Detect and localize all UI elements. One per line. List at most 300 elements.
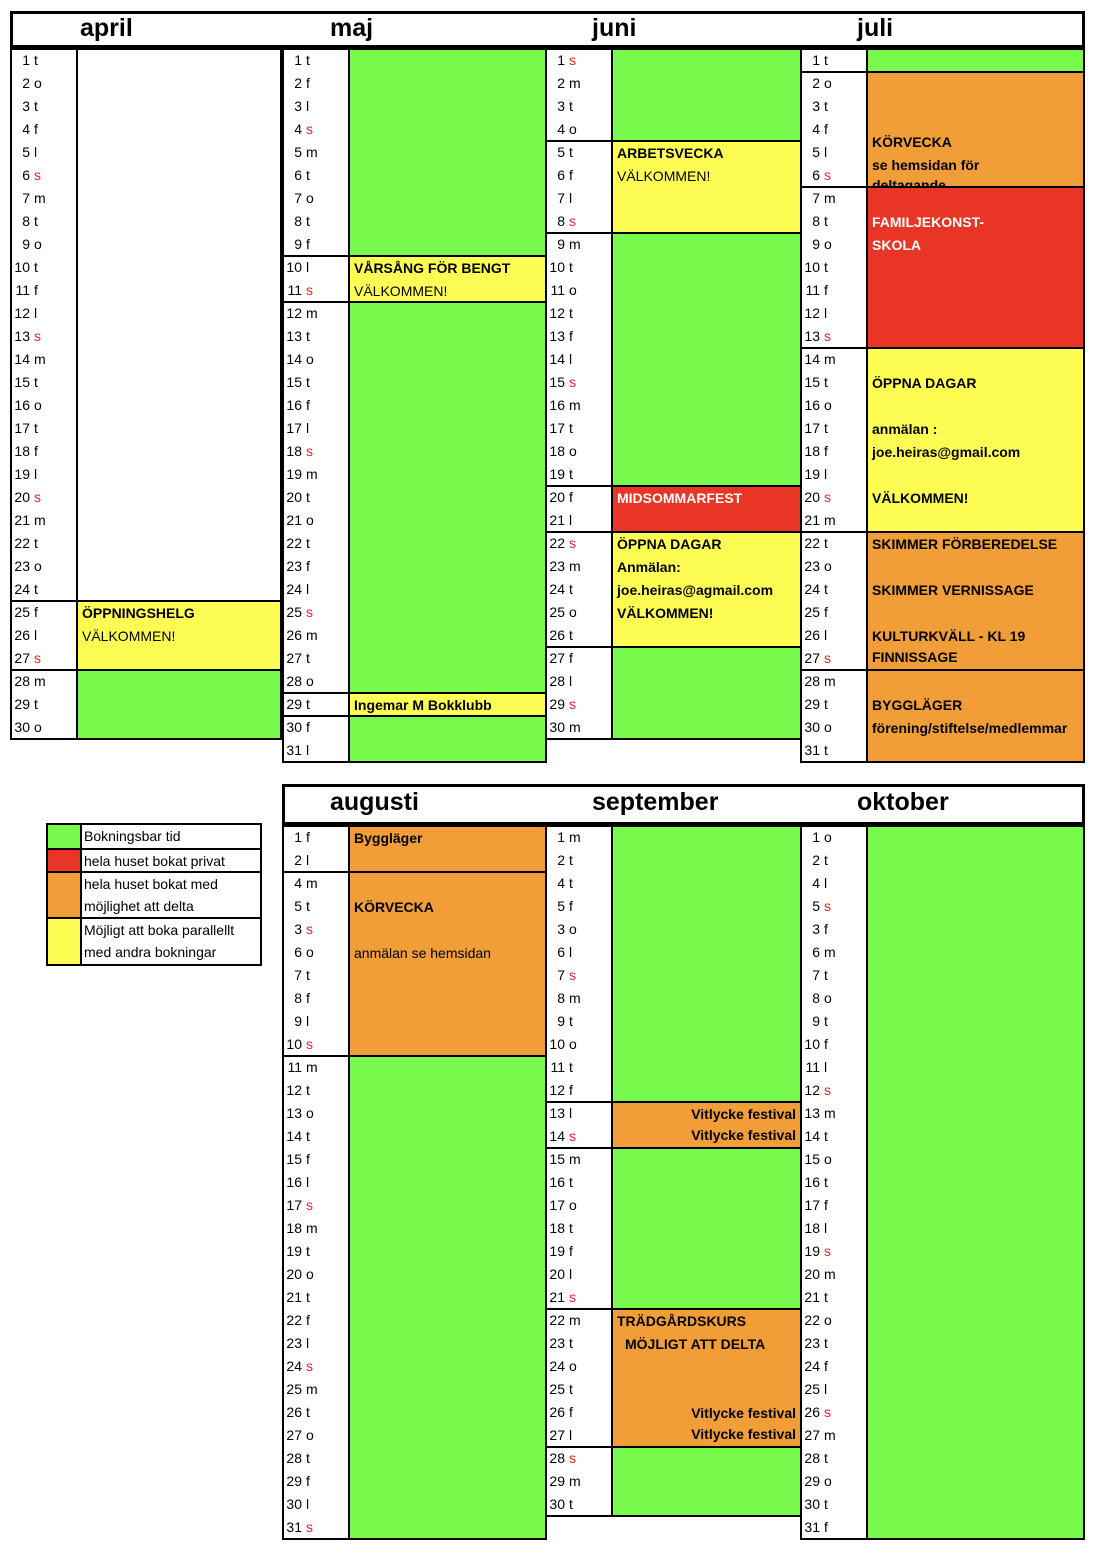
- day-number: 19: [14, 466, 30, 482]
- day-row: [10, 164, 54, 187]
- day-row: [800, 49, 844, 72]
- day-number: 11: [805, 282, 820, 298]
- day-row: [282, 256, 326, 279]
- weekday-letter: f: [569, 489, 573, 505]
- day-row: [282, 670, 326, 693]
- month-title-augusti: augusti: [330, 788, 419, 816]
- day-row: [800, 371, 844, 394]
- day-number: 5: [557, 898, 565, 914]
- day-row: [10, 95, 54, 118]
- weekday-letter: m: [569, 1473, 581, 1489]
- weekday-letter: s: [569, 696, 576, 712]
- day-number: 16: [14, 397, 30, 413]
- day-row: [545, 1171, 589, 1194]
- day-row: [800, 849, 844, 872]
- day-number: 20: [14, 489, 30, 505]
- day-row: [800, 1401, 844, 1424]
- weekday-letter: f: [34, 604, 38, 620]
- day-row: [545, 348, 589, 371]
- day-number: 3: [812, 921, 820, 937]
- weekday-letter: t: [569, 875, 573, 891]
- day-row: [282, 578, 326, 601]
- day-number: 18: [286, 1220, 302, 1236]
- day-row: [800, 1424, 844, 1447]
- day-row: [545, 987, 589, 1010]
- day-row: [800, 1079, 844, 1102]
- day-number: 8: [812, 990, 820, 1006]
- weekday-letter: t: [34, 98, 38, 114]
- day-number: 17: [286, 420, 302, 436]
- day-number: 19: [286, 466, 302, 482]
- booking-block-red: [611, 485, 802, 533]
- day-number: 31: [286, 1519, 302, 1535]
- legend-swatch: [48, 919, 82, 964]
- weekday-letter: t: [569, 581, 573, 597]
- day-number: 8: [294, 990, 302, 1006]
- day-number: 21: [286, 1289, 302, 1305]
- weekday-letter: t: [569, 627, 573, 643]
- day-number: 19: [549, 466, 565, 482]
- day-row: [800, 187, 844, 210]
- weekday-letter: o: [569, 1197, 577, 1213]
- day-row: [800, 118, 844, 141]
- day-number: 25: [804, 604, 820, 620]
- booking-text: VÄLKOMMEN!: [617, 168, 711, 184]
- day-row: [10, 440, 54, 463]
- weekday-letter: t: [569, 1220, 573, 1236]
- day-row: [800, 1240, 844, 1263]
- day-row: [282, 716, 326, 739]
- day-row: [10, 371, 54, 394]
- booking-block-green: [611, 825, 802, 1103]
- day-number: 19: [804, 1243, 820, 1259]
- day-number: 25: [549, 1381, 565, 1397]
- day-number: 9: [812, 236, 820, 252]
- day-number: 23: [286, 558, 302, 574]
- day-row: [800, 1125, 844, 1148]
- day-number: 3: [557, 98, 565, 114]
- weekday-letter: o: [306, 673, 314, 689]
- weekday-letter: t: [824, 1174, 828, 1190]
- day-number: 29: [286, 696, 302, 712]
- day-row: [545, 849, 589, 872]
- booking-block-orange: [866, 531, 1085, 671]
- weekday-letter: s: [569, 374, 576, 390]
- day-number: 25: [14, 604, 30, 620]
- day-number: 4: [294, 121, 302, 137]
- legend-swatch: [48, 825, 82, 848]
- day-number: 9: [294, 236, 302, 252]
- weekday-letter: t: [569, 305, 573, 321]
- day-row: [282, 532, 326, 555]
- day-row: [800, 1263, 844, 1286]
- weekday-letter: t: [824, 581, 828, 597]
- day-row: [545, 1010, 589, 1033]
- booking-text: SKIMMER FÖRBEREDELSE: [872, 536, 1058, 552]
- day-number: 4: [812, 121, 820, 137]
- day-row: [282, 1010, 326, 1033]
- day-row: [282, 279, 326, 302]
- day-number: 27: [549, 650, 565, 666]
- booking-block-orange: [866, 71, 1085, 188]
- day-number: 28: [804, 673, 820, 689]
- weekday-letter: s: [34, 167, 41, 183]
- day-number: 11: [550, 1059, 565, 1075]
- weekday-letter: t: [569, 852, 573, 868]
- day-row: [282, 1217, 326, 1240]
- day-number: 16: [804, 1174, 820, 1190]
- day-number: 20: [804, 1266, 820, 1282]
- day-number: 29: [804, 696, 820, 712]
- day-number: 4: [294, 875, 302, 891]
- day-row: [545, 1102, 589, 1125]
- day-row: [800, 670, 844, 693]
- day-number: 23: [804, 558, 820, 574]
- weekday-letter: t: [824, 1496, 828, 1512]
- booking-text: MÖJLIGT ATT DELTA: [625, 1336, 766, 1352]
- weekday-letter: f: [824, 1197, 828, 1213]
- weekday-letter: t: [306, 213, 310, 229]
- weekday-letter: m: [306, 875, 318, 891]
- weekday-letter: s: [824, 1404, 831, 1420]
- day-row: [10, 72, 54, 95]
- weekday-letter: t: [569, 1013, 573, 1029]
- weekday-letter: t: [306, 696, 310, 712]
- day-row: [800, 941, 844, 964]
- weekday-letter: s: [569, 213, 576, 229]
- weekday-letter: m: [34, 190, 46, 206]
- day-number: 30: [14, 719, 30, 735]
- weekday-letter: t: [306, 1128, 310, 1144]
- day-number: 2: [294, 852, 302, 868]
- day-row: [545, 872, 589, 895]
- booking-text: VÅRSÅNG FÖR BENGT: [354, 260, 511, 276]
- day-number: 26: [804, 627, 820, 643]
- day-row: [545, 1401, 589, 1424]
- day-row: [282, 826, 326, 849]
- booking-text: Vitlycke festival: [691, 1425, 796, 1442]
- day-number: 17: [286, 1197, 302, 1213]
- day-number: 8: [557, 213, 565, 229]
- weekday-letter: t: [34, 535, 38, 551]
- day-number: 29: [14, 696, 30, 712]
- weekday-letter: t: [306, 967, 310, 983]
- legend-label-line: hela huset bokat med: [84, 876, 218, 892]
- day-number: 13: [286, 1105, 302, 1121]
- day-number: 7: [812, 967, 820, 983]
- day-number: 4: [812, 875, 820, 891]
- weekday-letter: t: [824, 967, 828, 983]
- legend-label: [84, 825, 258, 847]
- day-number: 6: [812, 167, 820, 183]
- weekday-letter: o: [34, 236, 42, 252]
- weekday-letter: s: [306, 1197, 313, 1213]
- legend-label-line: hela huset bokat privat: [84, 853, 225, 869]
- day-row: [800, 1493, 844, 1516]
- day-row: [545, 463, 589, 486]
- day-number: 29: [804, 1473, 820, 1489]
- day-number: 1: [557, 52, 565, 68]
- weekday-letter: t: [824, 374, 828, 390]
- day-number: 6: [812, 944, 820, 960]
- day-row: [10, 141, 54, 164]
- day-number: 28: [549, 1450, 565, 1466]
- day-number: 14: [804, 1128, 820, 1144]
- weekday-letter: t: [824, 1013, 828, 1029]
- weekday-letter: o: [824, 397, 832, 413]
- day-number: 7: [812, 190, 820, 206]
- legend-item-yellow: [46, 917, 262, 966]
- weekday-letter: l: [569, 944, 573, 960]
- day-row: [545, 578, 589, 601]
- day-number: 12: [804, 305, 820, 321]
- day-row: [800, 233, 844, 256]
- day-row: [282, 1240, 326, 1263]
- day-number: 3: [294, 98, 302, 114]
- day-row: [282, 1493, 326, 1516]
- booking-text: KULTURKVÄLL - KL 19: [872, 628, 1026, 644]
- day-row: [545, 509, 589, 532]
- weekday-letter: o: [824, 829, 832, 845]
- weekday-letter: l: [34, 144, 38, 160]
- weekday-letter: f: [306, 558, 310, 574]
- day-number: 6: [557, 167, 565, 183]
- booking-block-none: [76, 48, 282, 602]
- weekday-letter: l: [569, 512, 573, 528]
- legend-label-line: möjlighet att delta: [84, 898, 194, 914]
- weekday-letter: m: [569, 1151, 581, 1167]
- day-number: 22: [804, 535, 820, 551]
- weekday-letter: l: [306, 852, 310, 868]
- day-number: 21: [549, 1289, 565, 1305]
- day-row: [545, 964, 589, 987]
- day-number: 22: [14, 535, 30, 551]
- weekday-letter: m: [824, 1427, 836, 1443]
- day-row: [282, 1148, 326, 1171]
- day-number: 27: [286, 650, 302, 666]
- weekday-letter: f: [824, 921, 828, 937]
- weekday-letter: f: [306, 719, 310, 735]
- weekday-letter: t: [306, 1404, 310, 1420]
- day-number: 20: [286, 489, 302, 505]
- day-row: [800, 1056, 844, 1079]
- day-row: [800, 141, 844, 164]
- weekday-letter: m: [824, 673, 836, 689]
- weekday-letter: t: [34, 696, 38, 712]
- weekday-letter: m: [306, 305, 318, 321]
- weekday-letter: t: [824, 213, 828, 229]
- weekday-letter: s: [824, 167, 831, 183]
- day-row: [800, 578, 844, 601]
- weekday-letter: f: [824, 282, 828, 298]
- day-number: 11: [550, 282, 565, 298]
- weekday-letter: l: [569, 1105, 573, 1121]
- weekday-letter: o: [306, 1427, 314, 1443]
- booking-text: VÄLKOMMEN!: [872, 490, 969, 506]
- day-row: [545, 1309, 589, 1332]
- booking-text: joe.heiras@agmail.com: [617, 582, 774, 598]
- weekday-letter: l: [306, 1496, 310, 1512]
- day-number: 4: [557, 875, 565, 891]
- day-number: 16: [286, 397, 302, 413]
- weekday-letter: o: [824, 719, 832, 735]
- day-row: [282, 693, 326, 716]
- weekday-letter: t: [824, 1289, 828, 1305]
- day-row: [545, 1263, 589, 1286]
- weekday-letter: t: [569, 1381, 573, 1397]
- booking-text: KÖRVECKA: [354, 899, 434, 915]
- day-row: [545, 210, 589, 233]
- weekday-letter: t: [34, 374, 38, 390]
- day-row: [282, 739, 326, 762]
- booking-text: anmälan :: [872, 421, 938, 437]
- day-number: 9: [22, 236, 30, 252]
- day-number: 30: [286, 1496, 302, 1512]
- day-number: 29: [286, 1473, 302, 1489]
- day-number: 13: [804, 1105, 820, 1121]
- weekday-letter: f: [569, 1243, 573, 1259]
- weekday-letter: o: [569, 121, 577, 137]
- weekday-letter: l: [306, 1174, 310, 1190]
- day-number: 26: [14, 627, 30, 643]
- legend-item-red: [46, 848, 262, 873]
- day-row: [545, 187, 589, 210]
- booking-block-orange: [611, 1101, 802, 1149]
- day-row: [545, 670, 589, 693]
- day-number: 23: [549, 1335, 565, 1351]
- day-number: 28: [804, 1450, 820, 1466]
- weekday-letter: t: [306, 898, 310, 914]
- day-row: [282, 941, 326, 964]
- day-row: [800, 872, 844, 895]
- day-row: [800, 1286, 844, 1309]
- booking-block-yellow: [611, 531, 802, 648]
- day-number: 22: [286, 1312, 302, 1328]
- day-number: 19: [549, 1243, 565, 1259]
- weekday-letter: t: [306, 1243, 310, 1259]
- day-number: 28: [286, 1450, 302, 1466]
- day-row: [282, 849, 326, 872]
- weekday-letter: s: [569, 967, 576, 983]
- booking-block-green: [76, 669, 282, 740]
- weekday-letter: l: [306, 98, 310, 114]
- weekday-letter: s: [569, 1128, 576, 1144]
- day-row: [545, 164, 589, 187]
- booking-text: Vitlycke festival: [691, 1405, 796, 1421]
- booking-block-green: [348, 715, 547, 763]
- day-number: 13: [549, 1105, 565, 1121]
- weekday-letter: m: [306, 466, 318, 482]
- day-row: [282, 164, 326, 187]
- weekday-letter: f: [306, 1151, 310, 1167]
- day-number: 24: [804, 1358, 820, 1374]
- weekday-letter: f: [569, 898, 573, 914]
- day-row: [800, 1010, 844, 1033]
- day-number: 18: [286, 443, 302, 459]
- day-row: [282, 49, 326, 72]
- weekday-letter: o: [824, 236, 832, 252]
- booking-block-green: [866, 48, 1085, 73]
- day-number: 14: [549, 1128, 565, 1144]
- weekday-letter: s: [569, 535, 576, 551]
- legend-swatch: [48, 873, 82, 917]
- weekday-letter: s: [824, 489, 831, 505]
- day-row: [800, 1171, 844, 1194]
- day-row: [282, 394, 326, 417]
- weekday-letter: o: [824, 558, 832, 574]
- weekday-letter: t: [824, 535, 828, 551]
- booking-block-yellow: [76, 600, 282, 671]
- day-row: [10, 670, 54, 693]
- booking-text: ÖPPNINGSHELG: [82, 605, 195, 621]
- legend-label-line: Bokningsbar tid: [84, 828, 181, 844]
- booking-text: förening/stiftelse/medlemmar: [872, 720, 1068, 736]
- day-row: [545, 95, 589, 118]
- day-number: 3: [294, 921, 302, 937]
- weekday-letter: t: [824, 259, 828, 275]
- day-row: [800, 918, 844, 941]
- day-number: 23: [14, 558, 30, 574]
- day-row: [800, 1447, 844, 1470]
- day-row: [800, 647, 844, 670]
- day-number: 1: [294, 829, 302, 845]
- booking-text: FINNISSAGE: [872, 648, 958, 665]
- day-row: [800, 486, 844, 509]
- day-row: [545, 826, 589, 849]
- weekday-letter: m: [824, 1105, 836, 1121]
- booking-block-green: [866, 825, 1085, 1540]
- day-row: [545, 601, 589, 624]
- weekday-letter: t: [824, 1335, 828, 1351]
- day-row: [10, 578, 54, 601]
- day-row: [282, 210, 326, 233]
- day-row: [545, 1470, 589, 1493]
- weekday-letter: t: [306, 1082, 310, 1098]
- day-row: [282, 1194, 326, 1217]
- day-number: 9: [557, 1013, 565, 1029]
- booking-block-yellow: [348, 255, 547, 303]
- day-number: 2: [294, 75, 302, 91]
- day-row: [282, 95, 326, 118]
- day-row: [545, 647, 589, 670]
- booking-block-green: [611, 1446, 802, 1517]
- weekday-letter: o: [34, 75, 42, 91]
- day-number: 20: [286, 1266, 302, 1282]
- day-number: 12: [549, 305, 565, 321]
- day-number: 27: [549, 1427, 565, 1443]
- day-row: [282, 440, 326, 463]
- day-row: [545, 716, 589, 739]
- weekday-letter: m: [34, 512, 46, 528]
- weekday-letter: f: [824, 1036, 828, 1052]
- weekday-letter: l: [824, 305, 828, 321]
- booking-text: BYGGLÄGER: [872, 697, 963, 713]
- weekday-letter: s: [306, 443, 313, 459]
- weekday-letter: t: [569, 466, 573, 482]
- weekday-letter: l: [306, 420, 310, 436]
- day-number: 2: [557, 852, 565, 868]
- day-row: [545, 325, 589, 348]
- day-number: 24: [286, 1358, 302, 1374]
- weekday-letter: m: [306, 1059, 318, 1075]
- day-number: 25: [286, 1381, 302, 1397]
- day-number: 23: [549, 558, 565, 574]
- legend-swatch: [48, 850, 82, 871]
- day-row: [282, 371, 326, 394]
- weekday-letter: t: [569, 1335, 573, 1351]
- weekday-letter: o: [34, 397, 42, 413]
- weekday-letter: t: [306, 328, 310, 344]
